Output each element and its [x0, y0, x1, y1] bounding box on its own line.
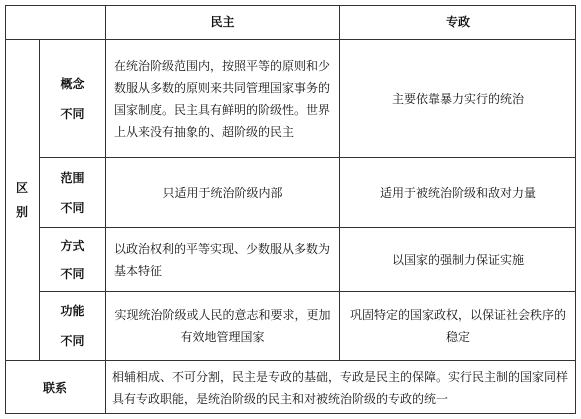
- method-democracy-cell: [106, 228, 339, 291]
- row-label-concept-line2: 不同: [60, 106, 85, 121]
- header-democracy: [106, 5, 339, 39]
- group-label-char-1: 区: [15, 181, 28, 195]
- row-label-concept: [40, 40, 105, 157]
- row-label-function: [40, 292, 105, 360]
- function-democracy-text: 实现统治阶级或人民的意志和要求，更加有效地管理国家: [114, 308, 331, 344]
- row-label-method: [40, 228, 105, 291]
- relation-text: 相辅相成、不可分割，民主是专政的基础，专政是民主的保障。实行民主制的国家同样具有专政职能，是统治阶级的民主和对被统治阶级的专政的统一: [112, 369, 569, 406]
- function-dictatorship-cell: [340, 292, 576, 360]
- concept-democracy-cell: [106, 40, 339, 157]
- row-label-function-line1: 功能: [60, 304, 85, 318]
- row-label-method-line2: 不同: [60, 266, 85, 281]
- function-dictatorship-text: 巩固特定的国家政权，以保证社会秩序的稳定: [349, 308, 566, 344]
- relation-label-cell: [5, 361, 105, 414]
- method-dictatorship-cell: [340, 228, 576, 291]
- method-dictatorship-text: 以国家的强制力保证实施: [391, 252, 524, 267]
- row-label-function-line2: 不同: [60, 334, 85, 348]
- row-label-scope: [40, 158, 105, 227]
- row-label-concept-line1: 概念: [60, 76, 85, 91]
- group-label-char-2: 别: [15, 205, 28, 219]
- relation-label: 联系: [42, 380, 67, 395]
- header-democracy-label: 民主: [210, 15, 235, 29]
- scope-democracy-cell: [106, 158, 339, 227]
- concept-dictatorship-cell: [340, 40, 576, 157]
- scope-dictatorship-cell: [340, 158, 576, 227]
- row-label-scope-line1: 范围: [60, 170, 85, 185]
- header-dictatorship-label: 专政: [445, 15, 470, 29]
- header-dictatorship: [340, 5, 576, 39]
- row-label-scope-line2: 不同: [60, 200, 85, 215]
- comparison-table: [5, 5, 576, 414]
- method-democracy-text: 以政治权利的平等实现、少数服从多数为基本特征: [114, 241, 331, 278]
- group-label-difference: [5, 40, 39, 360]
- relation-text-cell: [106, 361, 576, 414]
- concept-democracy-text: 在统治阶级范围内，按照平等的原则和少数服从多数的原则来共同管理国家事务的国家制度。民主具有鲜明的阶级性。世界上从来没有抽象的、超阶级的民主: [114, 58, 331, 139]
- scope-dictatorship-text: 适用于被统治阶级和敌对力量: [379, 185, 536, 200]
- scope-democracy-text: 只适用于统治阶级内部: [162, 185, 283, 200]
- row-label-method-line1: 方式: [60, 238, 85, 253]
- header-corner: [5, 5, 105, 39]
- concept-dictatorship-text: 主要依靠暴力实行的统治: [391, 91, 524, 106]
- function-democracy-cell: [106, 292, 339, 360]
